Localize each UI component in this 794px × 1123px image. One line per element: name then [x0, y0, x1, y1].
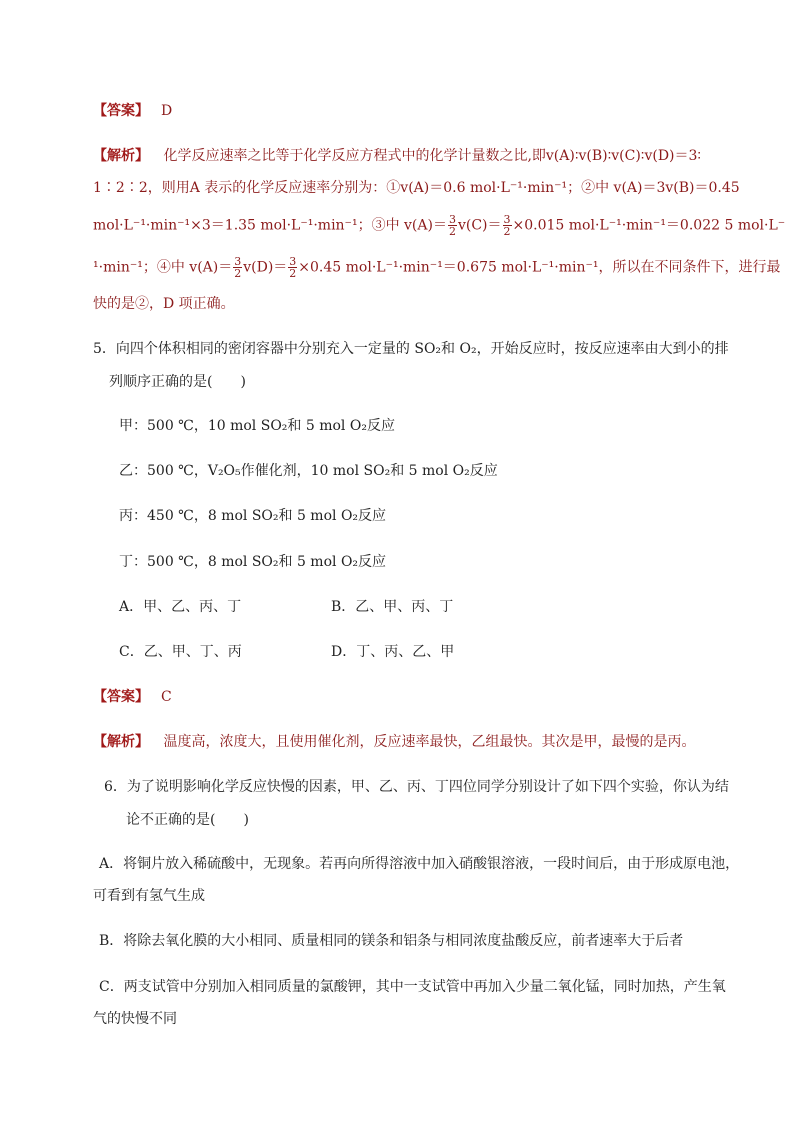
q4-analysis-line-1 — [93, 146, 701, 166]
analysis-segment: ¹·min⁻¹；④中 v(A)＝ — [93, 259, 233, 276]
fraction — [448, 214, 457, 237]
q5-condition-ding: 丁：500 ℃，8 mol SO₂和 5 mol O₂反应 — [119, 554, 387, 570]
q5-option-c: C．乙、甲、丁、丙 — [119, 644, 242, 660]
fraction-numerator: 3 — [289, 255, 297, 268]
fraction — [288, 256, 297, 279]
fraction — [233, 256, 242, 279]
q5-condition-jia: 甲：500 ℃，10 mol SO₂和 5 mol O₂反应 — [119, 418, 395, 434]
q4-analysis-line-5: 快的是②，D 项正确。 — [93, 296, 235, 312]
fraction-numerator: 3 — [234, 255, 242, 268]
q5-option-d: D．丁、丙、乙、甲 — [331, 644, 455, 660]
q6-option-b: B．将除去氧化膜的大小相同、质量相同的镁条和铝条与相同浓度盐酸反应，前者速率大于后者 — [99, 933, 684, 949]
q4-answer-line — [93, 101, 172, 121]
analysis-segment: v(D)＝ — [243, 259, 288, 276]
analysis-tag: 【解析】 — [93, 148, 149, 164]
analysis-text: 温度高，浓度大，且使用催化剂，反应速率最快，乙组最快。其次是甲，最慢的是丙。 — [163, 734, 696, 750]
q4-analysis-line-3 — [93, 214, 785, 237]
q4-analysis-line-4 — [93, 256, 780, 279]
answer-tag: 【答案】 — [93, 689, 149, 705]
q6-option-a-line-2: 可看到有氢气生成 — [93, 888, 205, 904]
analysis-tag: 【解析】 — [93, 734, 149, 750]
fraction — [503, 214, 512, 237]
q5-stem-line-2: 列顺序正确的是( ) — [109, 374, 246, 390]
q6-stem-line-2: 论不正确的是( ) — [126, 812, 249, 828]
q5-option-b: B．乙、甲、丙、丁 — [331, 599, 454, 615]
q6-option-a-line-1: A．将铜片放入稀硫酸中，无现象。若再向所得溶液中加入硝酸银溶液，一段时间后，由于形成原电池， — [99, 856, 740, 872]
fraction-denominator: 2 — [448, 225, 456, 238]
analysis-segment: mol·L⁻¹·min⁻¹×3＝1.35 mol·L⁻¹·min⁻¹；③中 v(A)＝ — [93, 217, 447, 234]
q5-analysis-line — [93, 732, 695, 752]
q5-stem-line-1: 5．向四个体积相同的密闭容器中分别充入一定量的 SO₂和 O₂，开始反应时，按反应速率由大到小的排 — [93, 341, 729, 357]
q6-option-c-line-2: 气的快慢不同 — [93, 1011, 177, 1027]
q5-option-a: A．甲、乙、丙、丁 — [119, 599, 242, 615]
q6-stem-line-1: 6．为了说明影响化学反应快慢的因素，甲、乙、丙、丁四位同学分别设计了如下四个实验，你认为结 — [104, 779, 729, 795]
analysis-segment: ×0.015 mol·L⁻¹·min⁻¹＝0.022 5 mol·L⁻ — [512, 217, 786, 234]
fraction-denominator: 2 — [289, 267, 297, 280]
answer-value: D — [161, 103, 173, 119]
analysis-segment: v(C)＝ — [457, 217, 502, 234]
answer-value: C — [161, 689, 172, 705]
q5-answer-line — [93, 687, 172, 707]
fraction-denominator: 2 — [503, 225, 511, 238]
answer-tag: 【答案】 — [93, 103, 149, 119]
q5-condition-yi: 乙：500 ℃，V₂O₅作催化剂，10 mol SO₂和 5 mol O₂反应 — [119, 463, 498, 479]
q4-analysis-line-2: 1∶2∶2，则用A 表示的化学反应速率分别为：①v(A)＝0.6 mol·L⁻¹·min⁻¹；②中 v(A)＝3v(B)＝0.45 — [93, 180, 740, 196]
analysis-text: 化学反应速率之比等于化学反应方程式中的化学计量数之比,即v(A)∶v(B)∶v(C)∶v(D)＝3∶ — [163, 148, 702, 164]
analysis-segment: ×0.45 mol·L⁻¹·min⁻¹＝0.675 mol·L⁻¹·min⁻¹，所以在不同条件下，进行最 — [298, 259, 781, 276]
q5-condition-bing: 丙：450 ℃，8 mol SO₂和 5 mol O₂反应 — [119, 508, 387, 524]
fraction-numerator: 3 — [503, 213, 511, 226]
fraction-denominator: 2 — [234, 267, 242, 280]
fraction-numerator: 3 — [448, 213, 456, 226]
q6-option-c-line-1: C．两支试管中分别加入相同质量的氯酸钾，其中一支试管中再加入少量二氧化锰，同时加热，产生氧 — [99, 979, 726, 995]
